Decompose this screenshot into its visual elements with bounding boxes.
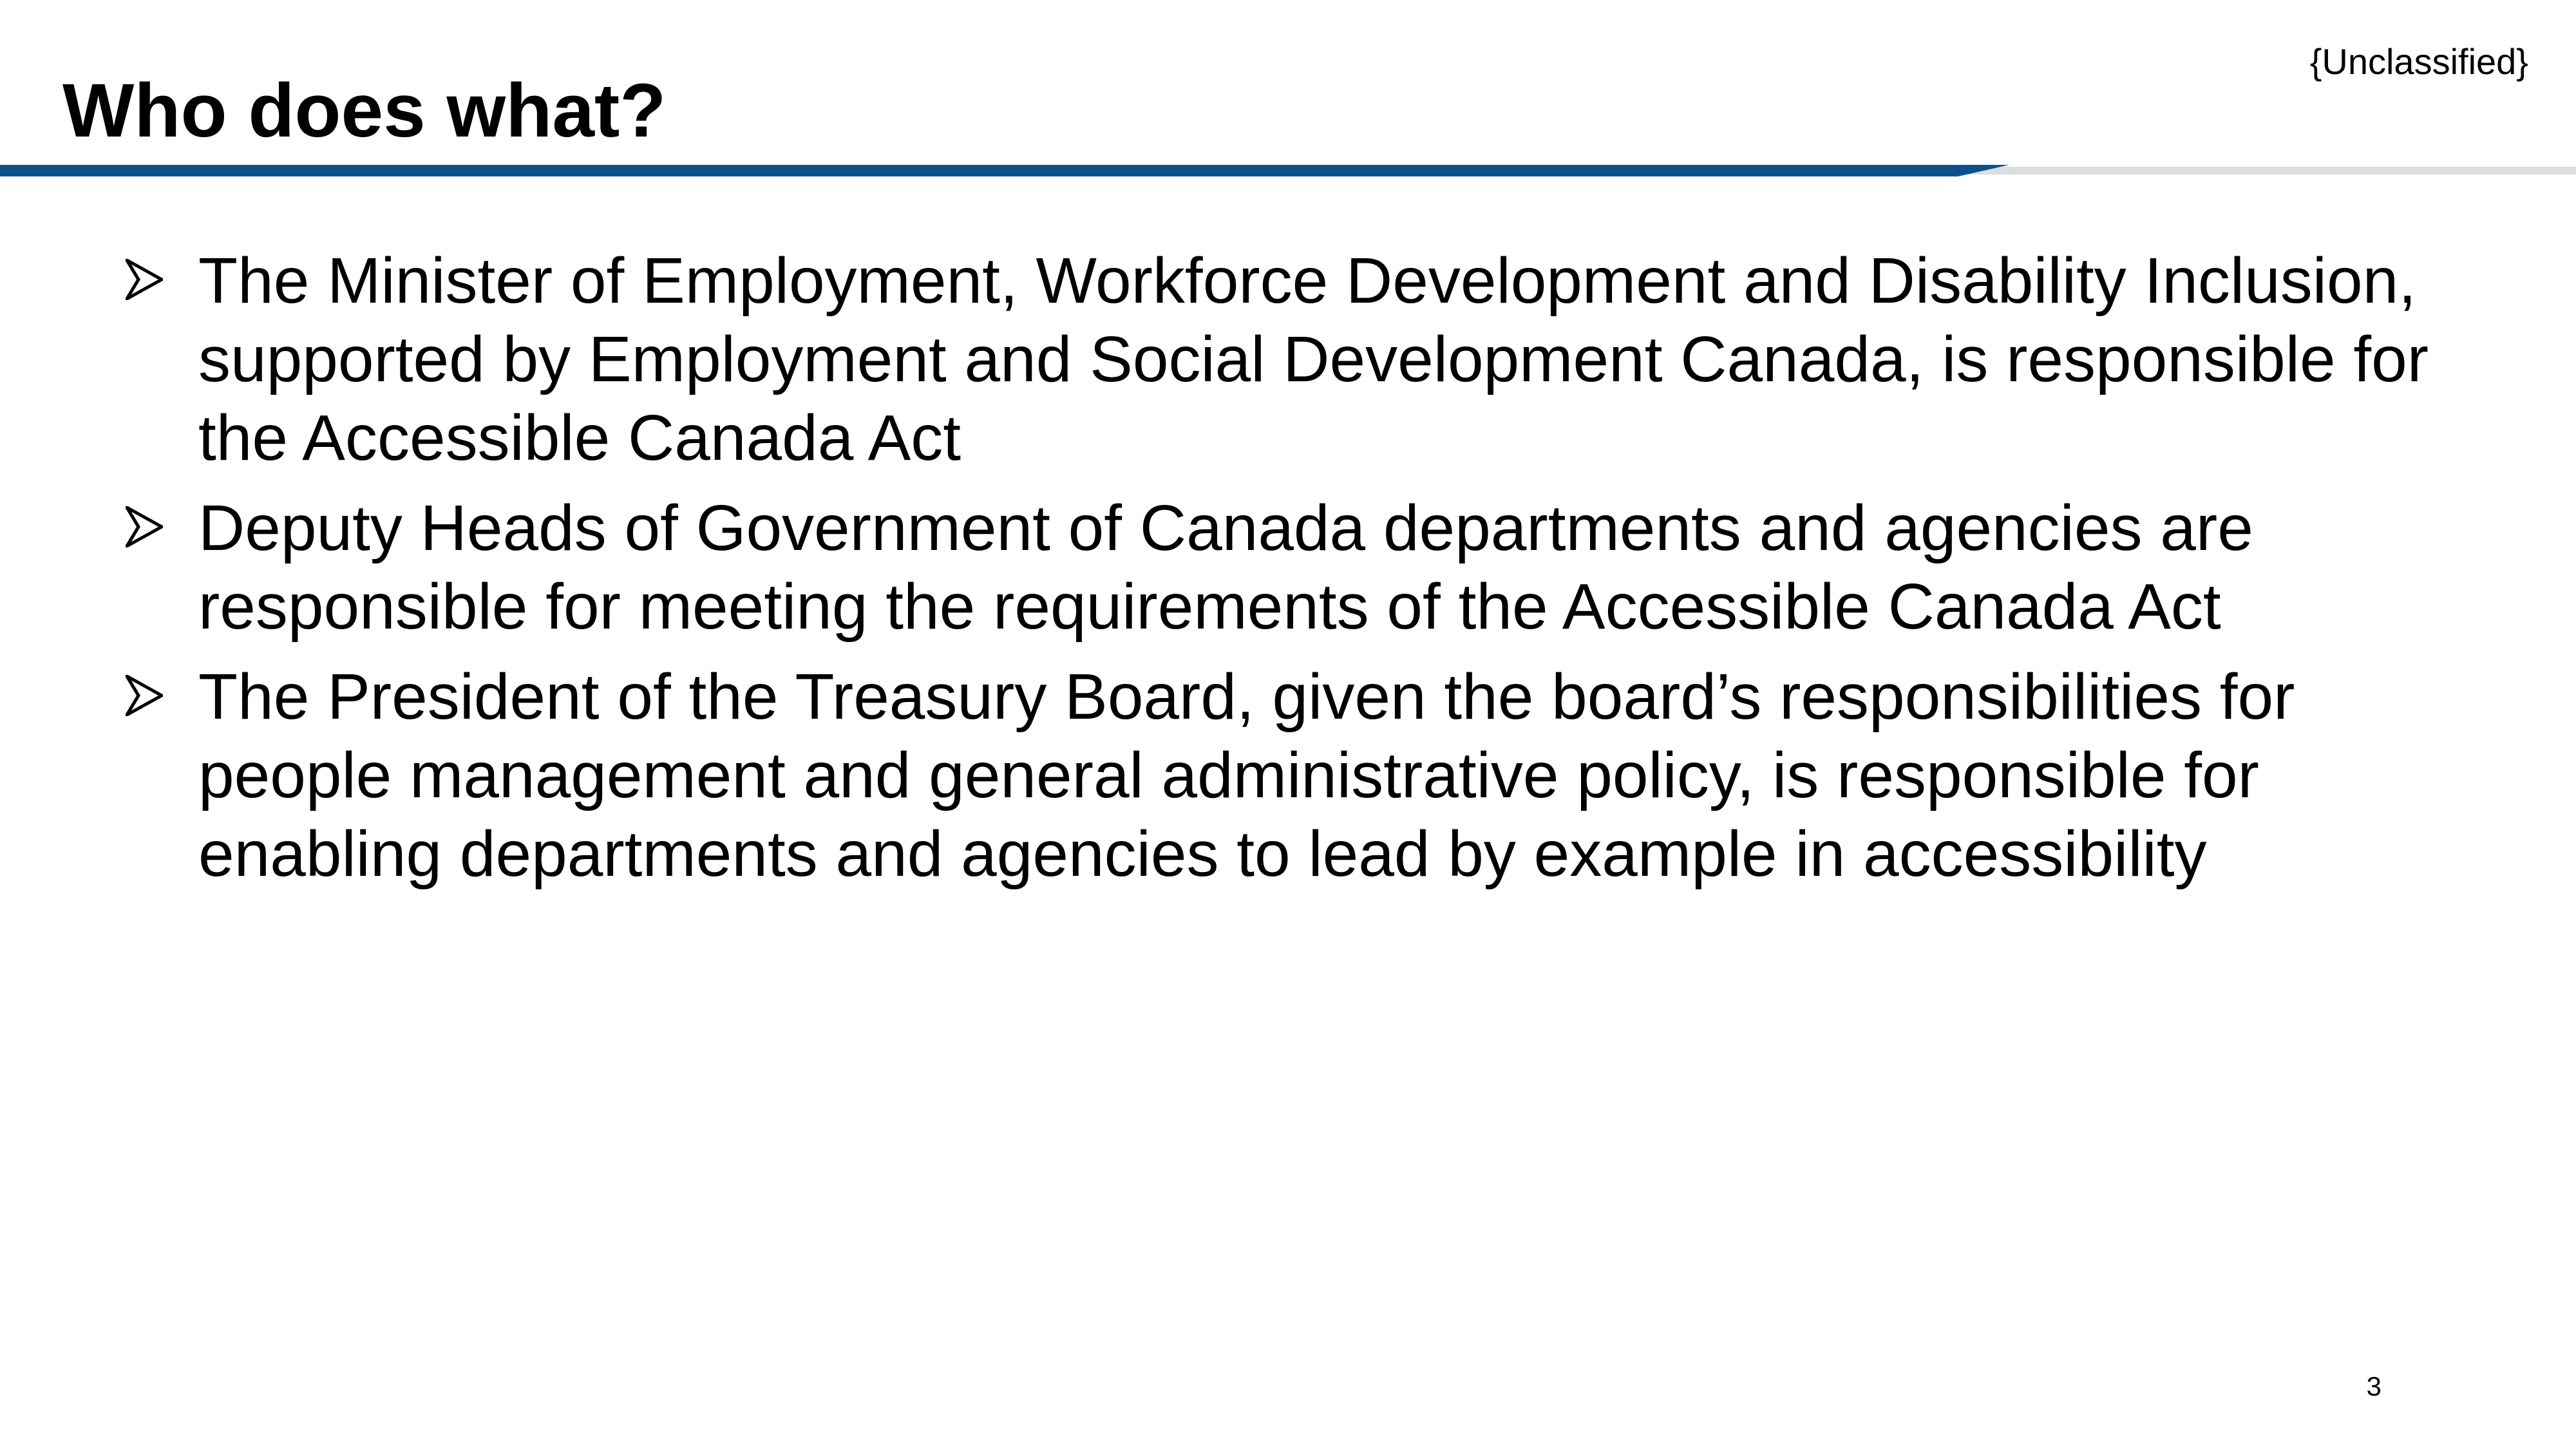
arrowhead-bullet-icon <box>126 259 163 300</box>
bullet-item-deputy-heads <box>126 489 2476 646</box>
bullet-item-minister <box>126 242 2476 477</box>
arrowhead-bullet-icon <box>126 506 163 547</box>
header-divider-gray <box>1932 167 2576 175</box>
slide-title: Who does what? <box>62 68 667 153</box>
header-divider <box>0 165 2576 176</box>
bullet-text: The Minister of Employment, Workforce Development and Disability Inclusion, supported by Employment and Social Development Canada, is responsible for the Accessible Canada Act <box>198 245 2429 474</box>
bullet-text: Deputy Heads of Government of Canada departments and agencies are responsible for meeting the requirements of the Accessible Canada Act <box>198 492 2253 643</box>
header-divider-blue <box>0 165 2009 176</box>
classification-label: {Unclassified} <box>2309 41 2528 82</box>
bullet-text: The President of the Treasury Board, given the board’s responsibilities for people management and general administrative policy, is responsible for enabling departments and agencies to lead by example in accessibility <box>198 661 2295 890</box>
bullet-list <box>126 242 2476 905</box>
bullet-item-treasury-board <box>126 658 2476 893</box>
arrowhead-bullet-icon <box>126 675 163 716</box>
page-number: 3 <box>2366 1371 2382 1401</box>
